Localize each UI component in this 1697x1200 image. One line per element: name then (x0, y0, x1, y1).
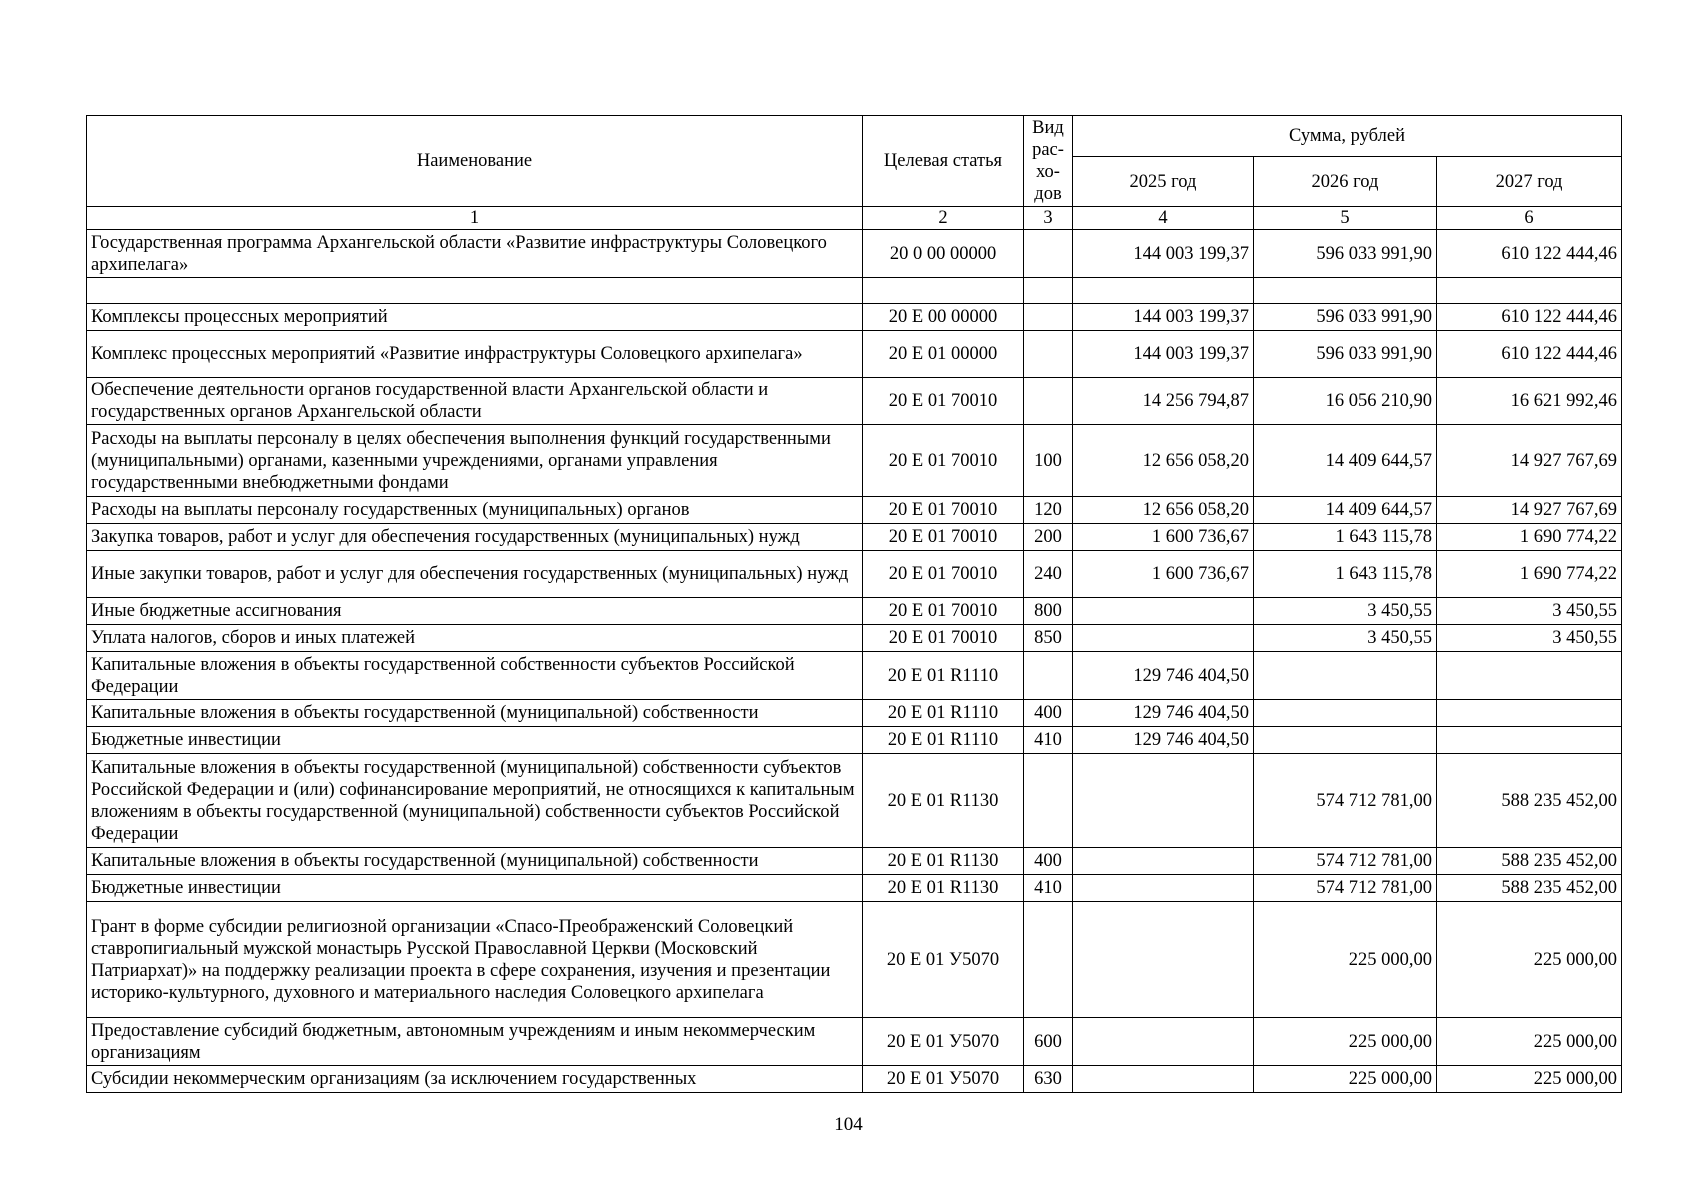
row-amount-2026-cell (1254, 700, 1437, 727)
row-target-article-cell: 20 E 01 R1110 (863, 652, 1024, 700)
header-expense-kind-line: хо- (1036, 162, 1060, 182)
header-expense-kind-line: Вид (1032, 118, 1064, 138)
table-row (87, 875, 1622, 902)
row-amount-2025-cell (1073, 1066, 1254, 1093)
row-expense-kind-cell: 120 (1024, 497, 1073, 524)
row-amount-2026-cell (1254, 652, 1437, 700)
row-amount-2026-cell: 225 000,00 (1254, 1066, 1437, 1093)
header-name: Наименование (87, 116, 863, 207)
row-expense-kind-cell: 400 (1024, 700, 1073, 727)
header-expense-kind-line: рас- (1032, 140, 1064, 160)
row-name-cell: Иные закупки товаров, работ и услуг для обеспечения государственных (муниципальных) нужд (87, 551, 863, 598)
header-expense-kind-line: дов (1034, 184, 1062, 204)
row-amount-2026-cell: 14 409 644,57 (1254, 497, 1437, 524)
row-name-cell: Обеспечение деятельности органов государственной власти Архангельской области и государственных органов Архангельской области (87, 378, 863, 425)
row-amount-2025-cell: 129 746 404,50 (1073, 652, 1254, 700)
table-body (87, 230, 1622, 1093)
row-expense-kind-cell (1024, 304, 1073, 331)
row-amount-2025-cell: 12 656 058,20 (1073, 425, 1254, 497)
row-amount-2026-cell: 3 450,55 (1254, 625, 1437, 652)
row-name-cell: Капитальные вложения в объекты государственной собственности субъектов Российской Федерации (87, 652, 863, 700)
header-year-2025: 2025 год (1073, 157, 1254, 207)
row-target-article-cell: 20 E 01 70010 (863, 524, 1024, 551)
row-amount-2025-cell: 144 003 199,37 (1073, 331, 1254, 378)
row-name-cell: Иные бюджетные ассигнования (87, 598, 863, 625)
row-amount-2026-cell: 1 643 115,78 (1254, 524, 1437, 551)
row-target-article-cell: 20 E 01 R1110 (863, 700, 1024, 727)
column-number: 2 (863, 207, 1024, 230)
row-name-cell: Комплексы процессных мероприятий (87, 304, 863, 331)
row-amount-2026-cell: 225 000,00 (1254, 902, 1437, 1018)
row-amount-2026-cell (1254, 278, 1437, 304)
row-expense-kind-cell: 200 (1024, 524, 1073, 551)
row-name-cell: Комплекс процессных мероприятий «Развитие инфраструктуры Соловецкого архипелага» (87, 331, 863, 378)
row-name-cell: Капитальные вложения в объекты государственной (муниципальной) собственности субъектов Российской Федерации и (или) софинансирование мероприятий, не относящихся к капитальным вложениям в объекты государственной (муниципальной) собственности субъектов Российской Федерации (87, 754, 863, 848)
row-amount-2026-cell: 1 643 115,78 (1254, 551, 1437, 598)
row-amount-2027-cell: 1 690 774,22 (1437, 551, 1622, 598)
row-expense-kind-cell: 410 (1024, 875, 1073, 902)
row-target-article-cell: 20 E 01 R1130 (863, 848, 1024, 875)
table-row (87, 700, 1622, 727)
row-amount-2026-cell: 574 712 781,00 (1254, 754, 1437, 848)
row-name-cell: Расходы на выплаты персоналу государственных (муниципальных) органов (87, 497, 863, 524)
row-expense-kind-cell (1024, 331, 1073, 378)
row-amount-2026-cell: 596 033 991,90 (1254, 331, 1437, 378)
row-name-cell: Капитальные вложения в объекты государственной (муниципальной) собственности (87, 848, 863, 875)
row-expense-kind-cell: 400 (1024, 848, 1073, 875)
row-amount-2027-cell: 588 235 452,00 (1437, 875, 1622, 902)
row-amount-2025-cell: 144 003 199,37 (1073, 230, 1254, 278)
row-amount-2026-cell: 225 000,00 (1254, 1018, 1437, 1066)
column-number-row (87, 207, 1622, 230)
row-amount-2027-cell: 3 450,55 (1437, 625, 1622, 652)
row-target-article-cell: 20 E 01 70010 (863, 425, 1024, 497)
header-year-2026: 2026 год (1254, 157, 1437, 207)
row-amount-2027-cell: 225 000,00 (1437, 902, 1622, 1018)
row-amount-2027-cell (1437, 727, 1622, 754)
column-number: 6 (1437, 207, 1622, 230)
row-amount-2025-cell: 129 746 404,50 (1073, 700, 1254, 727)
row-amount-2027-cell: 14 927 767,69 (1437, 425, 1622, 497)
row-amount-2026-cell: 574 712 781,00 (1254, 848, 1437, 875)
header-expense-kind (1024, 116, 1073, 207)
table-row (87, 551, 1622, 598)
row-amount-2026-cell (1254, 727, 1437, 754)
column-number: 3 (1024, 207, 1073, 230)
row-amount-2026-cell: 3 450,55 (1254, 598, 1437, 625)
header-sum: Сумма, рублей (1073, 116, 1622, 157)
row-amount-2026-cell: 14 409 644,57 (1254, 425, 1437, 497)
row-name-cell: Бюджетные инвестиции (87, 875, 863, 902)
row-amount-2025-cell: 144 003 199,37 (1073, 304, 1254, 331)
table-row (87, 524, 1622, 551)
row-target-article-cell (863, 278, 1024, 304)
page-number: 104 (834, 1114, 863, 1135)
row-target-article-cell: 20 E 01 70010 (863, 378, 1024, 425)
column-number: 1 (87, 207, 863, 230)
row-amount-2027-cell: 588 235 452,00 (1437, 848, 1622, 875)
table-row (87, 425, 1622, 497)
column-number: 4 (1073, 207, 1254, 230)
table-row (87, 625, 1622, 652)
row-expense-kind-cell: 100 (1024, 425, 1073, 497)
header-year-2027: 2027 год (1437, 157, 1622, 207)
row-amount-2025-cell (1073, 625, 1254, 652)
column-number: 5 (1254, 207, 1437, 230)
row-amount-2025-cell: 12 656 058,20 (1073, 497, 1254, 524)
row-amount-2027-cell (1437, 278, 1622, 304)
row-amount-2025-cell (1073, 598, 1254, 625)
table-row (87, 378, 1622, 425)
table-row (87, 497, 1622, 524)
table-row (87, 902, 1622, 1018)
row-target-article-cell: 20 E 01 70010 (863, 497, 1024, 524)
table-row (87, 754, 1622, 848)
row-amount-2027-cell: 610 122 444,46 (1437, 304, 1622, 331)
row-expense-kind-cell (1024, 230, 1073, 278)
row-amount-2027-cell: 588 235 452,00 (1437, 754, 1622, 848)
row-name-cell: Расходы на выплаты персоналу в целях обеспечения выполнения функций государственными (муниципальными) органами, казенными учреждениями, органами управления государственными внебюджетными фондами (87, 425, 863, 497)
table-row (87, 1066, 1622, 1093)
row-expense-kind-cell: 410 (1024, 727, 1073, 754)
table-row (87, 331, 1622, 378)
row-amount-2027-cell (1437, 652, 1622, 700)
table-row (87, 727, 1622, 754)
row-expense-kind-cell (1024, 652, 1073, 700)
row-expense-kind-cell: 800 (1024, 598, 1073, 625)
row-target-article-cell: 20 E 01 R1130 (863, 875, 1024, 902)
budget-table (86, 115, 1622, 1093)
row-name-cell: Уплата налогов, сборов и иных платежей (87, 625, 863, 652)
table-row (87, 598, 1622, 625)
row-target-article-cell: 20 E 00 00000 (863, 304, 1024, 331)
row-amount-2027-cell: 610 122 444,46 (1437, 230, 1622, 278)
table-row (87, 848, 1622, 875)
row-target-article-cell: 20 E 01 00000 (863, 331, 1024, 378)
row-target-article-cell: 20 E 01 70010 (863, 625, 1024, 652)
row-amount-2025-cell (1073, 278, 1254, 304)
row-target-article-cell: 20 E 01 70010 (863, 551, 1024, 598)
row-amount-2026-cell: 574 712 781,00 (1254, 875, 1437, 902)
table-row (87, 652, 1622, 700)
row-amount-2027-cell: 14 927 767,69 (1437, 497, 1622, 524)
row-amount-2025-cell: 14 256 794,87 (1073, 378, 1254, 425)
row-expense-kind-cell (1024, 754, 1073, 848)
row-name-cell: Государственная программа Архангельской области «Развитие инфраструктуры Соловецкого архипелага» (87, 230, 863, 278)
row-name-cell: Предоставление субсидий бюджетным, автономным учреждениям и иным некоммерческим организациям (87, 1018, 863, 1066)
row-amount-2027-cell: 225 000,00 (1437, 1018, 1622, 1066)
table-row (87, 304, 1622, 331)
row-expense-kind-cell (1024, 902, 1073, 1018)
row-amount-2026-cell: 16 056 210,90 (1254, 378, 1437, 425)
row-target-article-cell: 20 0 00 00000 (863, 230, 1024, 278)
header-target-article: Целевая статья (863, 116, 1024, 207)
row-amount-2025-cell (1073, 902, 1254, 1018)
row-target-article-cell: 20 E 01 R1110 (863, 727, 1024, 754)
row-expense-kind-cell: 240 (1024, 551, 1073, 598)
row-target-article-cell: 20 E 01 У5070 (863, 1066, 1024, 1093)
row-amount-2027-cell (1437, 700, 1622, 727)
row-target-article-cell: 20 E 01 У5070 (863, 1018, 1024, 1066)
row-expense-kind-cell (1024, 378, 1073, 425)
table-row (87, 1018, 1622, 1066)
row-amount-2026-cell: 596 033 991,90 (1254, 304, 1437, 331)
row-amount-2025-cell (1073, 875, 1254, 902)
table-row (87, 230, 1622, 278)
row-amount-2027-cell: 3 450,55 (1437, 598, 1622, 625)
row-amount-2025-cell (1073, 1018, 1254, 1066)
row-expense-kind-cell: 850 (1024, 625, 1073, 652)
row-amount-2027-cell: 225 000,00 (1437, 1066, 1622, 1093)
row-amount-2025-cell: 1 600 736,67 (1073, 551, 1254, 598)
row-expense-kind-cell: 600 (1024, 1018, 1073, 1066)
row-amount-2025-cell (1073, 754, 1254, 848)
row-name-cell: Грант в форме субсидии религиозной организации «Спасо-Преображенский Соловецкий ставропигиальный мужской монастырь Русской Православной Церкви (Московский Патриархат)» на поддержку реализации проекта в сфере сохранения, изучения и презентации историко-культурного, духовного и материального наследия Соловецкого архипелага (87, 902, 863, 1018)
row-amount-2026-cell: 596 033 991,90 (1254, 230, 1437, 278)
row-expense-kind-cell: 630 (1024, 1066, 1073, 1093)
row-name-cell: Субсидии некоммерческим организациям (за исключением государственных (87, 1066, 863, 1093)
row-amount-2025-cell: 129 746 404,50 (1073, 727, 1254, 754)
row-name-cell (87, 278, 863, 304)
table-row (87, 278, 1622, 304)
row-amount-2027-cell: 610 122 444,46 (1437, 331, 1622, 378)
row-amount-2025-cell: 1 600 736,67 (1073, 524, 1254, 551)
row-name-cell: Бюджетные инвестиции (87, 727, 863, 754)
row-amount-2027-cell: 1 690 774,22 (1437, 524, 1622, 551)
row-target-article-cell: 20 E 01 70010 (863, 598, 1024, 625)
row-name-cell: Закупка товаров, работ и услуг для обеспечения государственных (муниципальных) нужд (87, 524, 863, 551)
row-target-article-cell: 20 E 01 У5070 (863, 902, 1024, 1018)
row-name-cell: Капитальные вложения в объекты государственной (муниципальной) собственности (87, 700, 863, 727)
row-target-article-cell: 20 E 01 R1130 (863, 754, 1024, 848)
row-expense-kind-cell (1024, 278, 1073, 304)
row-amount-2025-cell (1073, 848, 1254, 875)
row-amount-2027-cell: 16 621 992,46 (1437, 378, 1622, 425)
